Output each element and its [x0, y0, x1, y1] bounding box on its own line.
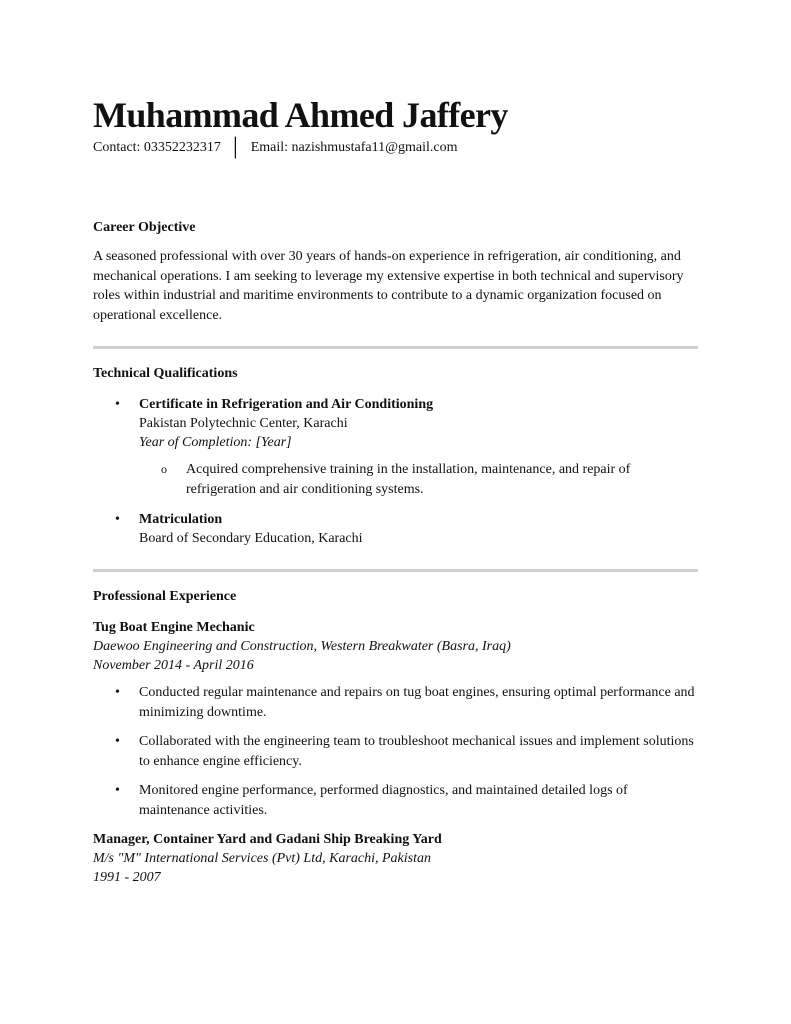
section-divider	[93, 346, 698, 349]
qualification-completion: Year of Completion: [Year]	[139, 435, 292, 450]
job-duty-item	[93, 781, 698, 821]
qualification-detail-text: Acquired comprehensive training in the installation, maintenance, and repair of refrigeration and air conditioning systems.	[186, 462, 631, 497]
qualification-item	[93, 510, 698, 548]
job-duty-item	[93, 732, 698, 772]
bullet-icon: •	[115, 397, 120, 412]
technical-qualifications-heading: Technical Qualifications	[93, 366, 238, 381]
job-company: M/s "M" International Services (Pvt) Ltd, Karachi, Pakistan	[93, 851, 431, 866]
bullet-icon: •	[115, 734, 120, 749]
professional-experience-heading: Professional Experience	[93, 589, 237, 604]
qualification-title: Matriculation	[139, 512, 223, 527]
contact-phone: Contact: 03352232317	[93, 140, 221, 155]
section-divider	[93, 569, 698, 572]
job-duty-text: Collaborated with the engineering team to troubleshoot mechanical issues and implement solutions to enhance engine efficiency.	[139, 734, 694, 769]
job-duty-item	[93, 683, 698, 723]
qualification-institution: Board of Secondary Education, Karachi	[139, 531, 363, 546]
bullet-icon: •	[115, 512, 120, 527]
qualification-item	[93, 395, 698, 500]
qualifications-list	[93, 395, 698, 548]
qualification-institution: Pakistan Polytechnic Center, Karachi	[139, 416, 348, 431]
resume-page	[93, 95, 698, 887]
job-dates: November 2014 - April 2016	[93, 658, 254, 673]
job-duties-list	[93, 683, 698, 821]
contact-separator: │	[228, 137, 242, 157]
job-title: Tug Boat Engine Mechanic	[93, 620, 255, 635]
job-company: Daewoo Engineering and Construction, Western Breakwater (Basra, Iraq)	[93, 639, 511, 654]
job-duty-text: Monitored engine performance, performed diagnostics, and maintained detailed logs of maintenance activities.	[139, 783, 628, 818]
qualification-title: Certificate in Refrigeration and Air Conditioning	[139, 397, 434, 412]
bullet-icon: •	[115, 685, 120, 700]
job-dates: 1991 - 2007	[93, 870, 161, 885]
contact-email: Email: nazishmustafa11@gmail.com	[250, 140, 458, 155]
bullet-icon: •	[115, 783, 120, 798]
job-title: Manager, Container Yard and Gadani Ship Breaking Yard	[93, 832, 442, 847]
hollow-bullet-icon: o	[161, 462, 167, 476]
job-duty-text: Conducted regular maintenance and repairs on tug boat engines, ensuring optimal performance and minimizing downtime.	[139, 685, 695, 720]
qualification-details	[139, 460, 698, 500]
career-objective-text: A seasoned professional with over 30 years of hands-on experience in refrigeration, air conditioning, and mechanical operations. I am seeking to leverage my extensive expertise in both technical and supervisory roles within industrial and maritime environments to contribute to a dynamic organization focused on operational excellence.	[93, 249, 684, 323]
contact-line	[93, 138, 698, 157]
qualification-detail-item	[139, 460, 698, 500]
career-objective-heading: Career Objective	[93, 220, 196, 235]
candidate-name: Muhammad Ahmed Jaffery	[93, 95, 508, 135]
